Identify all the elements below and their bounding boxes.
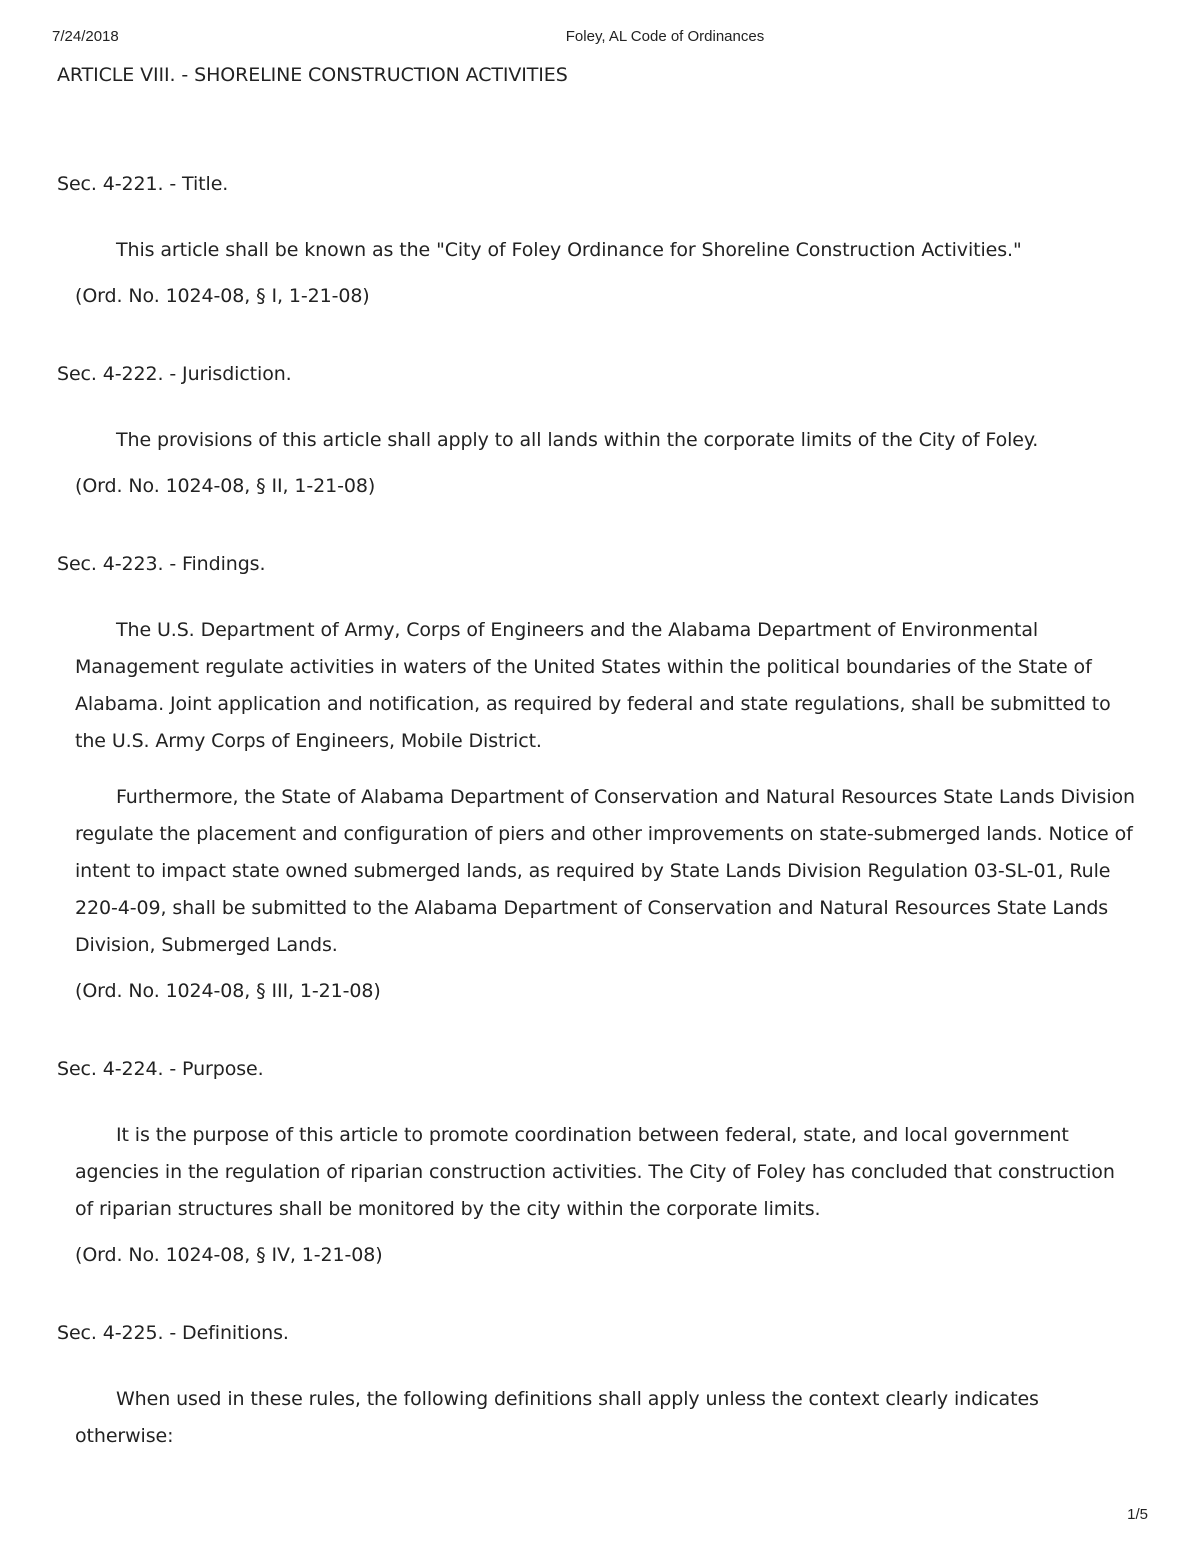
section-paragraph: The provisions of this article shall apply to all lands within the corporate limits of the City of Foley.	[116, 429, 1039, 451]
section-paragraph: It is the purpose of this article to promote coordination between federal, state, and local government agencies in the regulation of riparian construction activities. The City of Foley has concluded that construction of riparian structures shall be monitored by the city within the corporate limits.	[75, 1124, 1115, 1220]
section-heading: Sec. 4-221. - Title.	[57, 173, 229, 195]
section-history-note: (Ord. No. 1024-08, § I, 1-21-08)	[75, 285, 370, 307]
section-paragraph: The U.S. Department of Army, Corps of Engineers and the Alabama Department of Environmental Management regulate activities in waters of the United States within the political boundaries of the State of Alabama. Joint application and notification, as required by federal and state regulations, shall be submitted to the U.S. Army Corps of Engineers, Mobile District.	[75, 619, 1111, 752]
section-paragraph: When used in these rules, the following definitions shall apply unless the context clearly indicates otherwise:	[75, 1388, 1039, 1447]
print-header	[0, 28, 1200, 48]
section-history-note: (Ord. No. 1024-08, § III, 1-21-08)	[75, 980, 381, 1002]
print-document-title: Foley, AL Code of Ordinances	[565, 28, 765, 45]
section-paragraph: Furthermore, the State of Alabama Department of Conservation and Natural Resources State Lands Division regulate the placement and configuration of piers and other improvements on state-submerged lands. Notice of intent to impact state owned submerged lands, as required by State Lands Division Regulation 03-SL-01, Rule 220-4-09, shall be submitted to the Alabama Department of Conservation and Natural Resources State Lands Division, Submerged Lands.	[75, 786, 1135, 956]
print-date: 7/24/2018	[52, 28, 119, 45]
ordinance-content	[57, 170, 1137, 1474]
section-4-224	[57, 1055, 1137, 1269]
section-history-note: (Ord. No. 1024-08, § IV, 1-21-08)	[75, 1244, 383, 1266]
page-number: 1/5	[1127, 1506, 1148, 1523]
section-4-225	[57, 1319, 1137, 1455]
section-4-223	[57, 550, 1137, 1005]
section-4-222	[57, 360, 1137, 500]
section-history-note: (Ord. No. 1024-08, § II, 1-21-08)	[75, 475, 376, 497]
section-4-221	[57, 170, 1137, 310]
section-heading: Sec. 4-222. - Jurisdiction.	[57, 363, 292, 385]
article-title: ARTICLE VIII. - SHORELINE CONSTRUCTION ACTIVITIES	[57, 64, 568, 86]
section-heading: Sec. 4-224. - Purpose.	[57, 1058, 264, 1080]
section-heading: Sec. 4-225. - Definitions.	[57, 1322, 289, 1344]
section-paragraph: This article shall be known as the "City of Foley Ordinance for Shoreline Construction Activities."	[116, 239, 1022, 261]
section-heading: Sec. 4-223. - Findings.	[57, 553, 266, 575]
